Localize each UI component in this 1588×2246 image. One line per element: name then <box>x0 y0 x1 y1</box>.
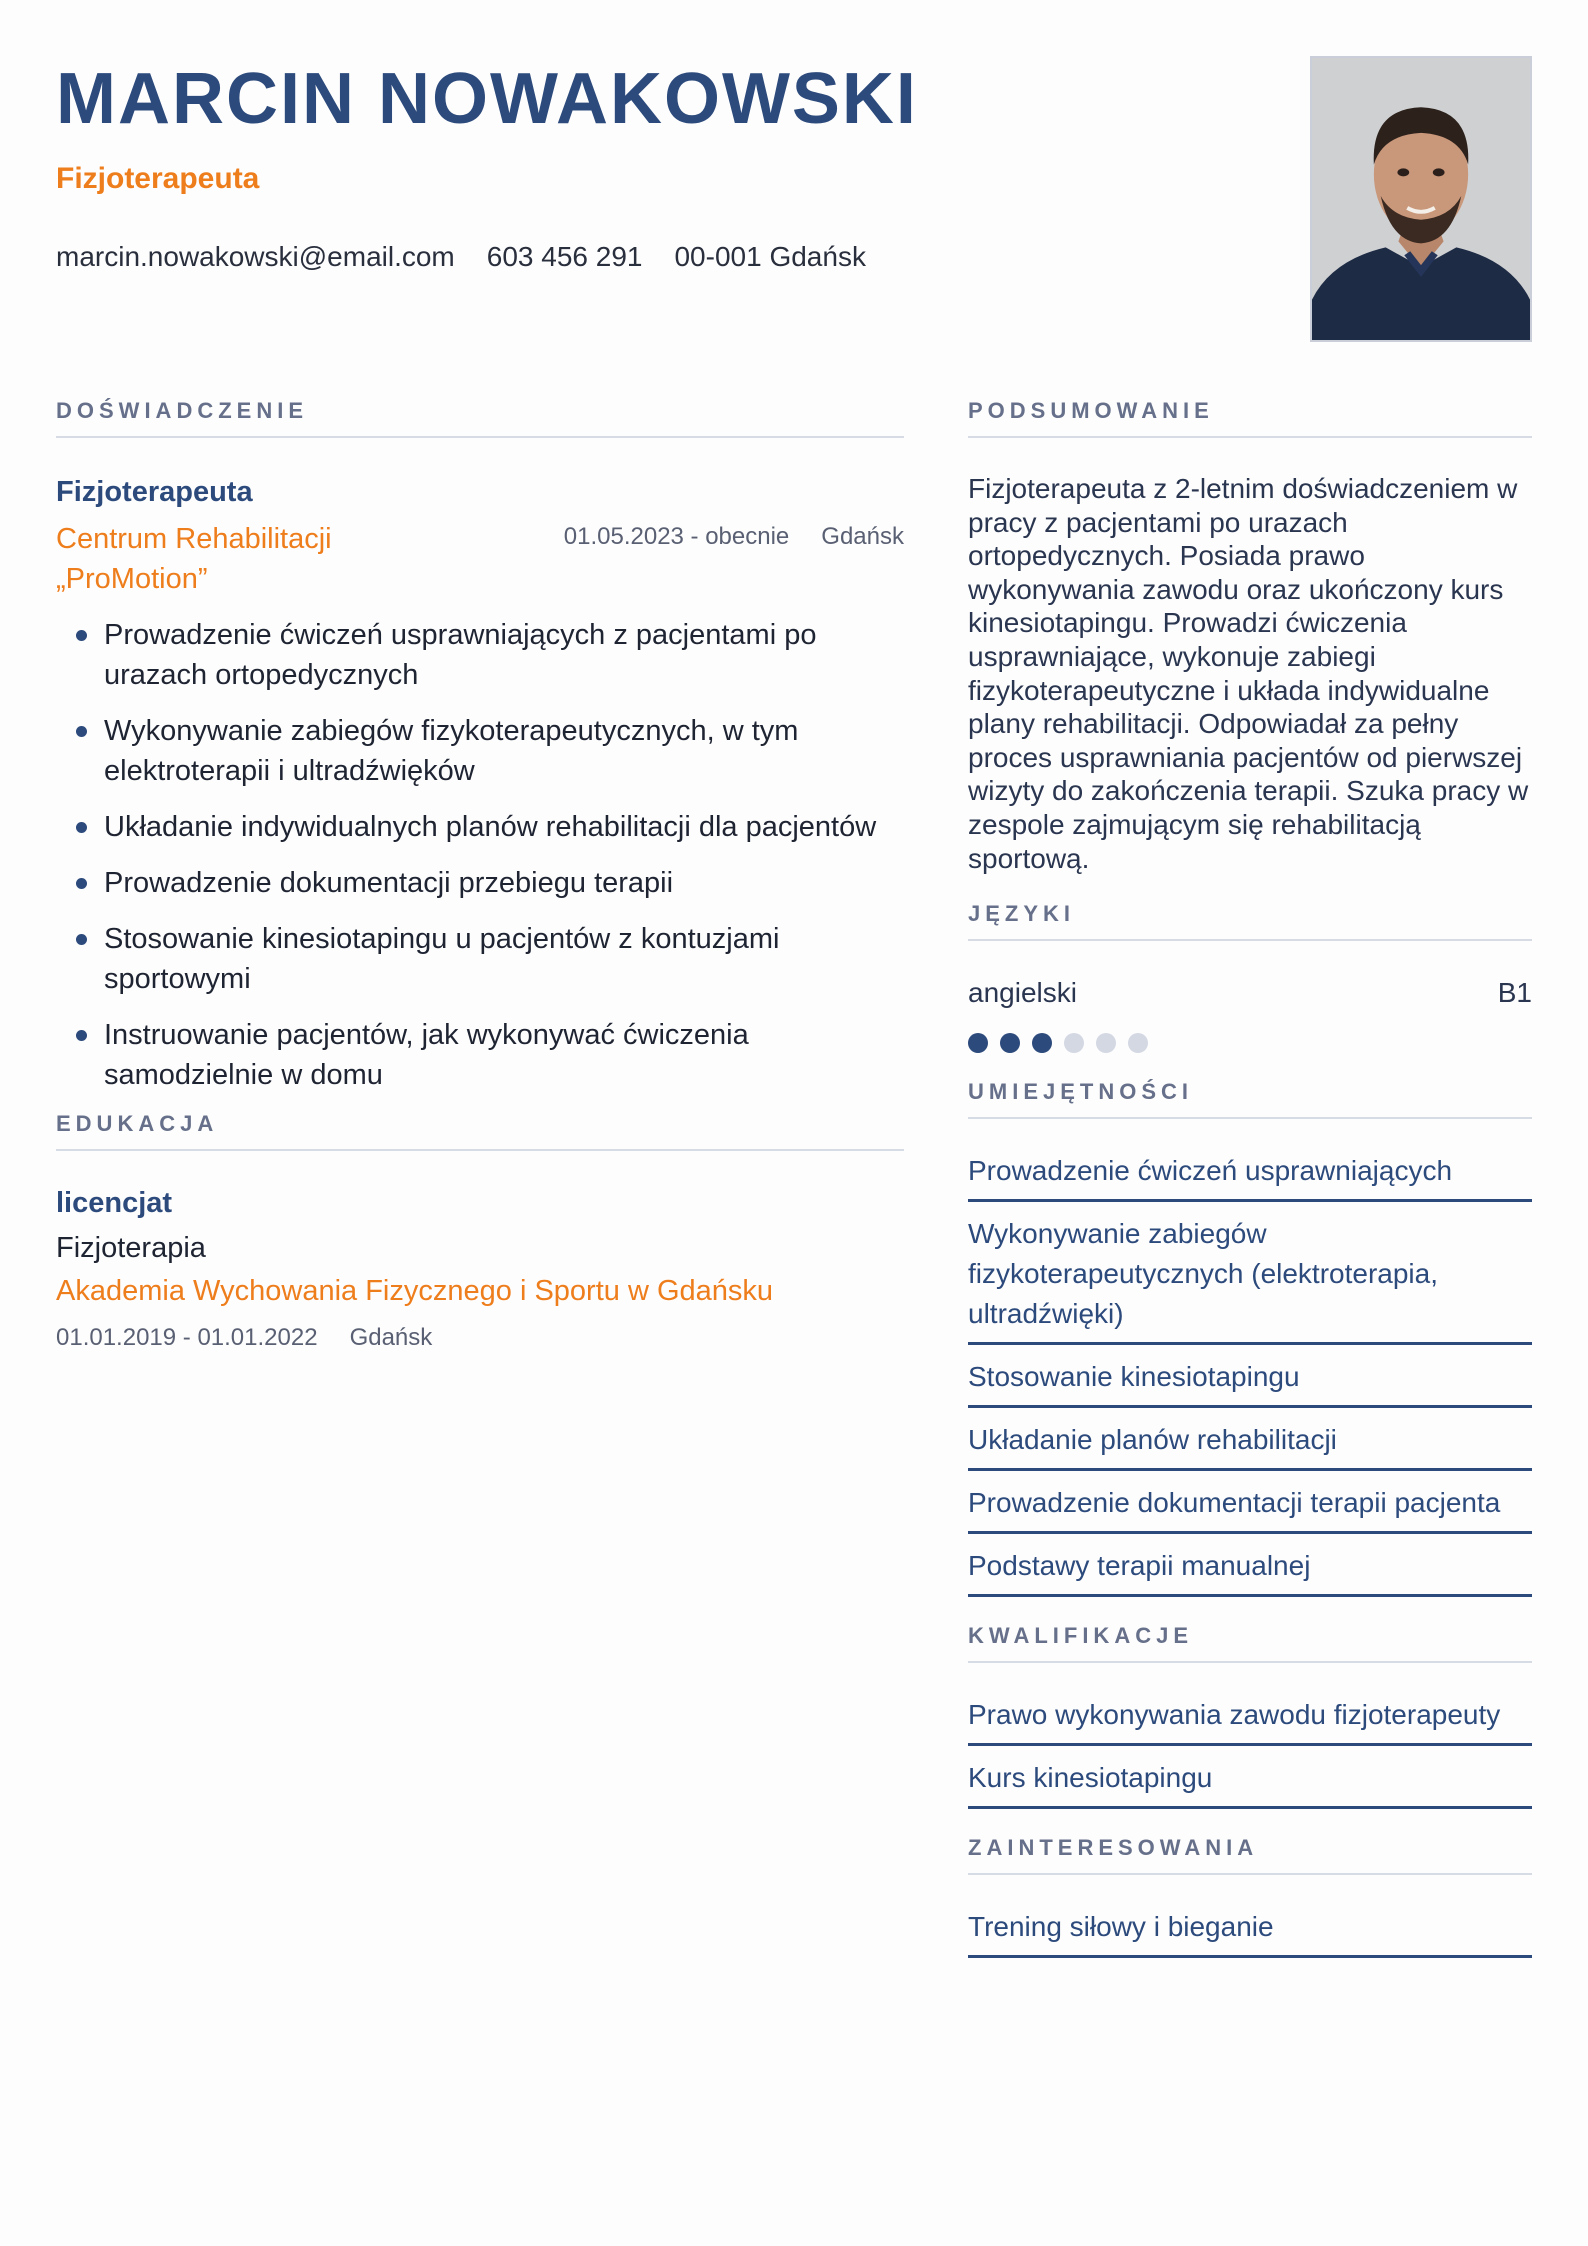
duty-text: Prowadzenie dokumentacji przebiegu terapii <box>104 867 674 899</box>
location: 00-001 Gdańsk <box>674 241 866 272</box>
summary-text: Fizjoterapeuta z 2-letnim doświadczeniem w pracy z pacjentami po urazach ortopedycznych. Posiada prawo wykonywania zawodu oraz ukończony kurs kinesiotapingu. Prowadzi ćwiczenia usprawniające, wykonuje zabiegi fizykoterapeutyczne i układa indywidualne plany rehabilitacji. Odpowiadał za pełny proces usprawniania pacjentów od pierwszej wizyty do zakończenia terapii. Szuka pracy w zespole zajmującym się rehabilitacją sportową. <box>968 473 1529 874</box>
job-employer: Centrum Rehabilitacji „ProMotion” <box>56 523 332 595</box>
job-header <box>56 519 904 599</box>
education-city: Gdańsk <box>349 1324 433 1351</box>
list-item: Kurs kinesiotapingu <box>968 1746 1532 1809</box>
list-item <box>56 919 904 999</box>
list-item <box>56 807 904 847</box>
bullet-icon <box>76 822 87 833</box>
duty-text: Układanie indywidualnych planów rehabilitacji dla pacjentów <box>104 811 877 843</box>
list-item: Prawo wykonywania zawodu fizjoterapeuty <box>968 1683 1532 1746</box>
interests-list <box>968 1895 1532 1958</box>
job-position: Fizjoterapeuta <box>56 476 253 508</box>
rating-dot-empty <box>1064 1033 1084 1053</box>
job-duties-list <box>56 615 904 1095</box>
bullet-icon <box>76 726 87 737</box>
qualifications-list <box>968 1683 1532 1809</box>
education-degree: licencjat <box>56 1187 173 1219</box>
job-city: Gdańsk <box>821 523 904 550</box>
language-name: angielski <box>968 977 1077 1009</box>
list-item: Układanie planów rehabilitacji <box>968 1408 1532 1471</box>
rating-dot-filled <box>1000 1033 1020 1053</box>
list-item <box>56 711 904 791</box>
list-item: Wykonywanie zabiegów fizykoterapeutycznych (elektroterapia, ultradźwięki) <box>968 1202 1532 1345</box>
bullet-icon <box>76 1030 87 1041</box>
skills-list <box>968 1139 1532 1597</box>
candidate-name: MARCIN NOWAKOWSKI <box>56 59 918 139</box>
language-row <box>968 977 1532 1009</box>
bullet-icon <box>76 934 87 945</box>
rating-dot-empty <box>1096 1033 1116 1053</box>
list-item: Trening siłowy i bieganie <box>968 1895 1532 1958</box>
right-column <box>968 398 1532 1984</box>
languages-heading: JĘZYKI <box>968 901 1532 941</box>
language-rating <box>968 1033 1532 1053</box>
rating-dot-empty <box>1128 1033 1148 1053</box>
interests-heading: ZAINTERESOWANIA <box>968 1835 1532 1875</box>
duty-text: Prowadzenie ćwiczeń usprawniających z pacjentami po urazach ortopedycznych <box>104 619 817 691</box>
list-item: Stosowanie kinesiotapingu <box>968 1345 1532 1408</box>
job-meta <box>564 519 904 551</box>
education-school: Akademia Wychowania Fizycznego i Sportu w Gdańsku <box>56 1275 774 1307</box>
language-level: B1 <box>1497 977 1532 1009</box>
duty-text: Stosowanie kinesiotapingu u pacjentów z kontuzjami sportowymi <box>104 923 780 995</box>
skills-heading: UMIEJĘTNOŚCI <box>968 1079 1532 1119</box>
rating-dot-filled <box>1032 1033 1052 1053</box>
job-dates: 01.05.2023 - obecnie <box>563 523 790 550</box>
list-item <box>56 1015 904 1095</box>
list-item: Podstawy terapii manualnej <box>968 1534 1532 1597</box>
list-item: Prowadzenie ćwiczeń usprawniających <box>968 1139 1532 1202</box>
bullet-icon <box>76 630 87 641</box>
contact-info <box>56 241 866 273</box>
summary-heading: PODSUMOWANIE <box>968 398 1532 438</box>
candidate-role: Fizjoterapeuta <box>56 162 260 195</box>
education-heading: EDUKACJA <box>56 1111 904 1151</box>
email[interactable]: marcin.nowakowski@email.com <box>56 241 455 272</box>
left-column <box>56 398 904 1352</box>
education-dates: 01.01.2019 - 01.01.2022 <box>56 1324 318 1351</box>
profile-photo <box>1310 56 1532 342</box>
list-item: Prowadzenie dokumentacji terapii pacjenta <box>968 1471 1532 1534</box>
list-item <box>56 615 904 695</box>
list-item <box>56 863 904 903</box>
bullet-icon <box>76 878 87 889</box>
education-meta <box>56 1324 904 1352</box>
duty-text: Wykonywanie zabiegów fizykoterapeutycznych, w tym elektroterapii i ultradźwięków <box>104 715 799 787</box>
qualifications-heading: KWALIFIKACJE <box>968 1623 1532 1663</box>
education-field: Fizjoterapia <box>56 1232 206 1264</box>
experience-heading: DOŚWIADCZENIE <box>56 398 904 438</box>
duty-text: Instruowanie pacjentów, jak wykonywać ćwiczenia samodzielnie w domu <box>104 1019 749 1091</box>
phone[interactable]: 603 456 291 <box>486 241 643 272</box>
rating-dot-filled <box>968 1033 988 1053</box>
